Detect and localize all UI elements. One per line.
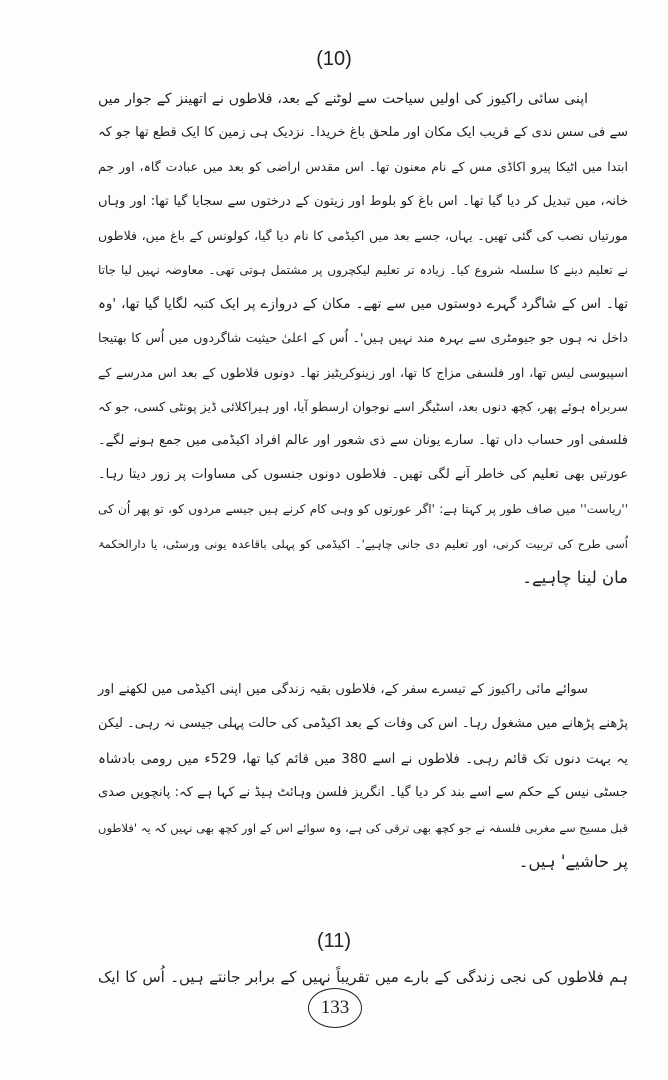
text-line: مورتیاں نصب کی گئی تھیں۔ یہاں، جسے بعد میں اکیڈمی کا نام دیا گیا، کولونس کے باغ میں، فلاطوں [98,227,628,243]
text-line: پڑھنے پڑھانے میں مشغول رہا۔ اس کی وفات کے بعد اکیڈمی کی حالت پہلی جیسی نہ رہی۔ لیکن [98,716,628,732]
text-line: پر حاشیے' ہیں۔ [518,852,628,871]
text-line: ابتدا میں اٹیکا پیرو اکاڈی مس کے نام معنون تھا۔ اس مقدس اراضی کو بعد میں عبادت گاہ، اور جم [98,159,628,175]
text-line: اُسی طرح کی تربیت کرنی، اور تعلیم دی جانی چاہیے'۔ اکیڈمی کو پہلی باقاعدہ یونی ورسٹی، یا دارالحکمۃ [98,536,628,551]
section-heading-10: (10) [316,48,352,70]
text-line: اپنی سائی راکیوز کی اولیں سیاحت سے لوٹنے کے بعد، فلاطوں نے اتھینز کے جوار میں [98,91,588,107]
text-line: سوائے مائی راکیوز کے تیسرے سفر کے، فلاطوں بقیہ زندگی میں اپنی اکیڈمی میں لکھنے اور [98,682,588,697]
section-11-text-line: ہم فلاطوں کی نجی زندگی کے بارے میں تقریباً نہیں کے برابر جانتے ہیں۔ اُس کا ایک [98,968,628,986]
text-line: ''ریاست'' میں صاف طور پر کہتا ہے: 'اگر عورتوں کو وہی کام کرنے ہیں جیسے مردوں کو، تو پھر اُن کی [98,502,628,517]
text-line: خانہ، میں تبدیل کر دیا گیا تھا۔ اس باغ کو بلوط اور زیتون کے درختوں سے سجایا گیا تھا: اور وہاں [98,193,628,209]
text-line: قبل مسیح سے مغربی فلسفہ نے جو کچھ بھی ترقی کی ہے، وہ سوائے اس کے اور کچھ بھی نہیں کہ یہ 'فلاطوں [98,820,628,835]
text-line: سربراہ ہوئے پھر، کچھ دنوں بعد، اسٹیگر اسے نوجوان ارسطو آیا، اور ہیراکلائی ڈیز پونٹی کسی، جو کہ [98,398,628,414]
text-line: سے فی سس ندی کے قریب ایک مکان اور ملحق باغ خریدا۔ نزدیک ہی زمین کا ایک قطع تھا جو کہ [98,125,628,141]
text-line: نے تعلیم دینے کا سلسلہ شروع کیا۔ زیادہ تر تعلیم لیکچروں پر مشتمل ہوتی تھی۔ معاوضہ نہیں لیا جاتا [98,263,628,277]
text-line: تھا۔ اس کے شاگرد گہرے دوستوں میں سے تھے۔ مکان کے دروازے پر ایک کتبہ لگایا گیا تھا، 'وہ [98,296,628,313]
text-line: عورتیں بھی تعلیم کی خاطر آنے لگی تھیں۔ فلاطوں دونوں جنسوں کی مساوات پر زور دیتا رہا۔ [98,467,628,483]
text-line: داخل نہ ہوں جو جیومٹری سے بہرہ مند نہیں ہیں'۔ اُس کے اعلیٰ حیثیت شاگردوں میں اُس کا بھتیجا [98,330,628,346]
text-line: جسٹی نیس کے حکم سے اسے بند کر دیا گیا۔ انگریز فلسن وہائٹ ہیڈ نے کہا ہے کہ: پانچویں صدی [98,785,628,801]
text-line: اسپیوسی لیس تھا، اور فلسفی مزاج کا تھا، اور زینوکریٹیز تھا۔ دونوں فلاطوں کے بعد اس مدرسے کے [98,364,628,380]
section-heading-11: (11) [316,930,352,952]
text-line: فلسفی اور حساب داں تھا۔ سارے یونان سے ذی شعور اور عالم افراد اکیڈمی میں جمع ہونے لگے۔ [98,433,628,448]
text-line: مان لینا چاہیے۔ [522,567,628,587]
page-number: 133 [308,988,362,1028]
text-line: یہ بہت دنوں تک قائم رہی۔ فلاطوں نے اسے 380 میں قائم کیا تھا، 529ء میں رومی بادشاہ [98,750,628,767]
